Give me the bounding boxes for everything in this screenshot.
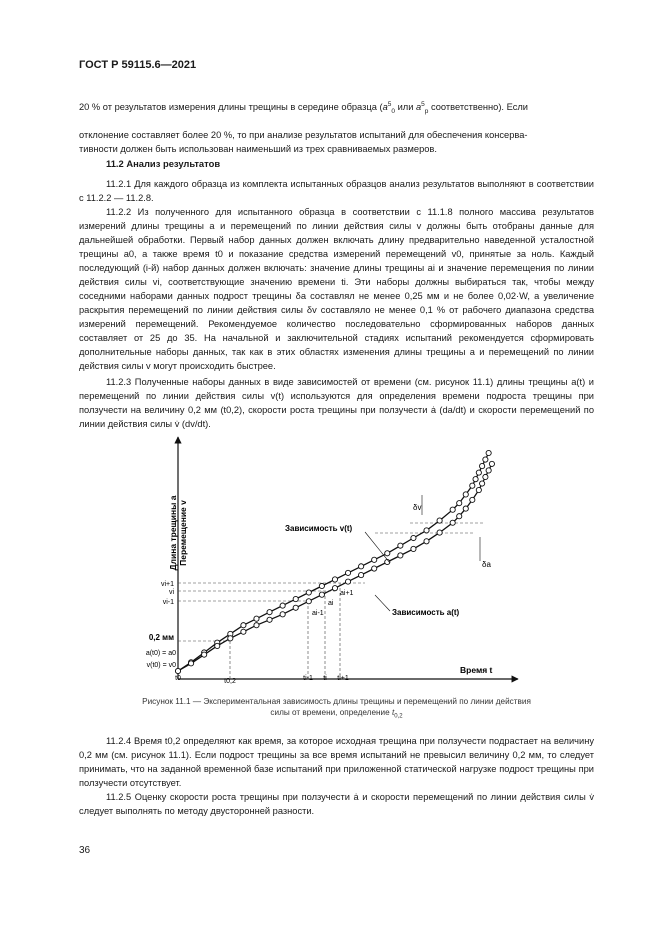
data-point-v-9	[293, 596, 298, 601]
data-point-a-23	[463, 506, 468, 511]
y-tick-v0: v(t0) = v0	[146, 662, 176, 669]
section-heading: 11.2 Анализ результатов	[106, 158, 221, 169]
data-point-a-18	[411, 546, 416, 551]
data-point-a-1	[188, 661, 193, 666]
data-point-a-11	[319, 592, 324, 597]
paragraph-11-2-2: 11.2.2 Из полученного для испытанного образца в соответствии с 11.1.8 полного массива результатов измерений длины трещины a и перемещений по линии действия силы v должны быть отобраны данные для дальнейшей обработки. Первый набор данных должен включать длину предварительно наведенной усталостной трещины a0, а также время t0 и показание средства измерений перемещений v0, принятые за ноль. Каждый последующий (i-й) набор данных должен включать: значение длины трещины ai и значение перемещения по линии действия силы vi, соответствующие значению времени ti. Эти наборы должны выбираться так, чтобы между соседними наборами данных подрост трещины δa составлял не менее 0,25 мм и не более 0,02·W, а увеличение раскрытия перемещений по линии действия силы δv составляло не менее 0,1 % от рабочего диапазона средства измерений перемещений. Рекомендуемое количество последовательно сформированных наборов данных составляет от 25 до 35. На начальной и заключительной стадиях испытаний рекомендуется сформировать дополнительные наборы данных, так как в этих областях изменения длины трещины a и перемещений по линии действия силы v могут происходить быстрее.	[79, 207, 594, 371]
intro-line-2: отклонение составляет более 20 %, то при анализе результатов испытаний для обеспечения консерва-	[79, 129, 528, 140]
data-point-v-7	[267, 610, 272, 615]
x-tick-tim1: ti-1	[303, 675, 313, 682]
document-header: ГОСТ Р 59115.6—2021	[79, 59, 197, 71]
intro-paragraph	[79, 98, 594, 156]
data-point-v-23	[463, 492, 468, 497]
data-point-v-12	[332, 577, 337, 582]
x-axis-title: Время t	[460, 665, 493, 675]
x-tick-ti1: ti+1	[337, 675, 349, 682]
data-point-a-8	[280, 612, 285, 617]
data-point-a-3	[215, 643, 220, 648]
curve-v-label: Зависимость v(t)	[285, 524, 353, 533]
delta-a-label: δa	[482, 560, 491, 569]
figure-11-1	[130, 433, 530, 688]
data-point-a-29	[489, 461, 494, 466]
curve-v-points	[175, 450, 491, 673]
data-point-a-20	[437, 530, 442, 535]
data-point-v-10	[306, 590, 311, 595]
data-point-v-24	[470, 483, 475, 488]
data-point-v-8	[280, 603, 285, 608]
intro-line-3: тивности должен быть использован наименьший из трех сравниваемых размеров.	[79, 143, 437, 154]
point-label-ai: ai	[328, 600, 334, 607]
paragraph-11-2-4: 11.2.4 Время t0,2 определяют как время, за которое исходная трещина при ползучести подрастает на величину 0,2 мм (см. рисунок 11.1). Если подрост трещины за все время испытаний не превысил величину 0,2 мм, то следует принимать, что на заданной временной базе испытаний при приложенной статической нагрузке подрост трещины при ползучести отсутствует.	[79, 736, 594, 788]
data-point-a-28	[486, 468, 491, 473]
x-tick-t0: t0	[175, 675, 181, 682]
paragraph-11-2-5: 11.2.5 Оценку скорости роста трещины при ползучести ȧ и скорости перемещений по линии действия силы v̇ следует выполнять по методу двусторонней разности.	[79, 792, 594, 816]
data-point-a-7	[267, 617, 272, 622]
data-point-a-14	[359, 572, 364, 577]
point-label-aim1: ai-1	[312, 610, 324, 617]
paragraph-11-2-1: 11.2.1 Для каждого образца из комплекта испытанных образцов анализ результатов выполняют в соответствии с 11.2.2 — 11.2.8.	[79, 179, 594, 203]
data-point-a-0	[175, 668, 180, 673]
y-tick-vi1: vi+1	[160, 581, 174, 588]
data-point-v-28	[483, 457, 488, 462]
data-point-a-13	[345, 579, 350, 584]
data-point-a-17	[398, 553, 403, 558]
data-point-v-11	[319, 583, 324, 588]
figure-caption	[79, 696, 594, 723]
page-number: 36	[79, 845, 91, 856]
data-point-v-18	[411, 535, 416, 540]
data-point-v-20	[437, 518, 442, 523]
data-point-a-21	[450, 520, 455, 525]
data-point-a-6	[254, 623, 259, 628]
caption-line-1: Рисунок 11.1 — Экспериментальная зависимость длины трещины и перемещений по линии действия	[142, 697, 531, 706]
data-point-a-19	[424, 539, 429, 544]
data-point-v-15	[372, 557, 377, 562]
y-axis-title-1: Длина трещины a	[168, 495, 178, 571]
y-tick-vi: vi	[168, 589, 174, 596]
delta-v-label: δv	[413, 503, 422, 512]
data-point-a-27	[483, 474, 488, 479]
data-point-v-19	[424, 528, 429, 533]
data-point-v-29	[486, 450, 491, 455]
data-point-a-12	[332, 586, 337, 591]
data-point-a-5	[241, 629, 246, 634]
data-point-a-4	[228, 636, 233, 641]
data-point-v-21	[450, 507, 455, 512]
data-point-v-22	[457, 501, 462, 506]
paragraph-11-2-3: 11.2.3 Полученные наборы данных в виде зависимостей от времени (см. рисунок 11.1) длины трещины a(t) и перемещений по линии действия силы v(t) используются для определения времени подроста трещины при ползучести на величину 0,2 мм (t0,2), скорости роста трещины при ползучести ȧ (da/dt) и скорости перемещений по линии действия силы v̇ (dv/dt).	[79, 377, 594, 429]
data-point-a-22	[457, 514, 462, 519]
x-tick-ti: ti	[323, 675, 327, 682]
data-point-v-6	[254, 616, 259, 621]
data-point-v-14	[359, 564, 364, 569]
x-tick-t02: t0,2	[224, 678, 236, 685]
data-point-v-27	[480, 463, 485, 468]
curve-a-line	[178, 464, 492, 671]
data-point-a-2	[202, 652, 207, 657]
curve-v-line	[178, 453, 489, 671]
data-point-v-26	[476, 470, 481, 475]
curve-a-label: Зависимость a(t)	[392, 608, 460, 617]
data-point-v-5	[241, 623, 246, 628]
data-point-a-15	[372, 566, 377, 571]
y-tick-vim1: vi-1	[162, 599, 174, 606]
data-point-a-26	[480, 481, 485, 486]
data-point-v-16	[385, 551, 390, 556]
data-point-a-10	[306, 599, 311, 604]
data-point-v-25	[473, 477, 478, 482]
y-tick-0-2mm: 0,2 мм	[148, 633, 174, 642]
y-tick-a0: a(t0) = a0	[145, 650, 176, 657]
data-point-v-13	[345, 570, 350, 575]
data-point-v-17	[398, 543, 403, 548]
caption-line-2: силы от времени, определение $t_{0,2}$	[270, 708, 403, 720]
data-point-a-9	[293, 605, 298, 610]
data-point-a-25	[476, 487, 481, 492]
curve-a-leader	[375, 595, 390, 611]
y-axis-title-2: Перемещение v	[178, 500, 188, 566]
data-point-a-24	[470, 497, 475, 502]
intro-line-1: 20 % от результатов измерения длины трещины в середине образца ($a^5_0$ или $a^5_p$ соответственно). Если	[79, 101, 528, 115]
point-label-ai1: ai+1	[340, 590, 354, 597]
